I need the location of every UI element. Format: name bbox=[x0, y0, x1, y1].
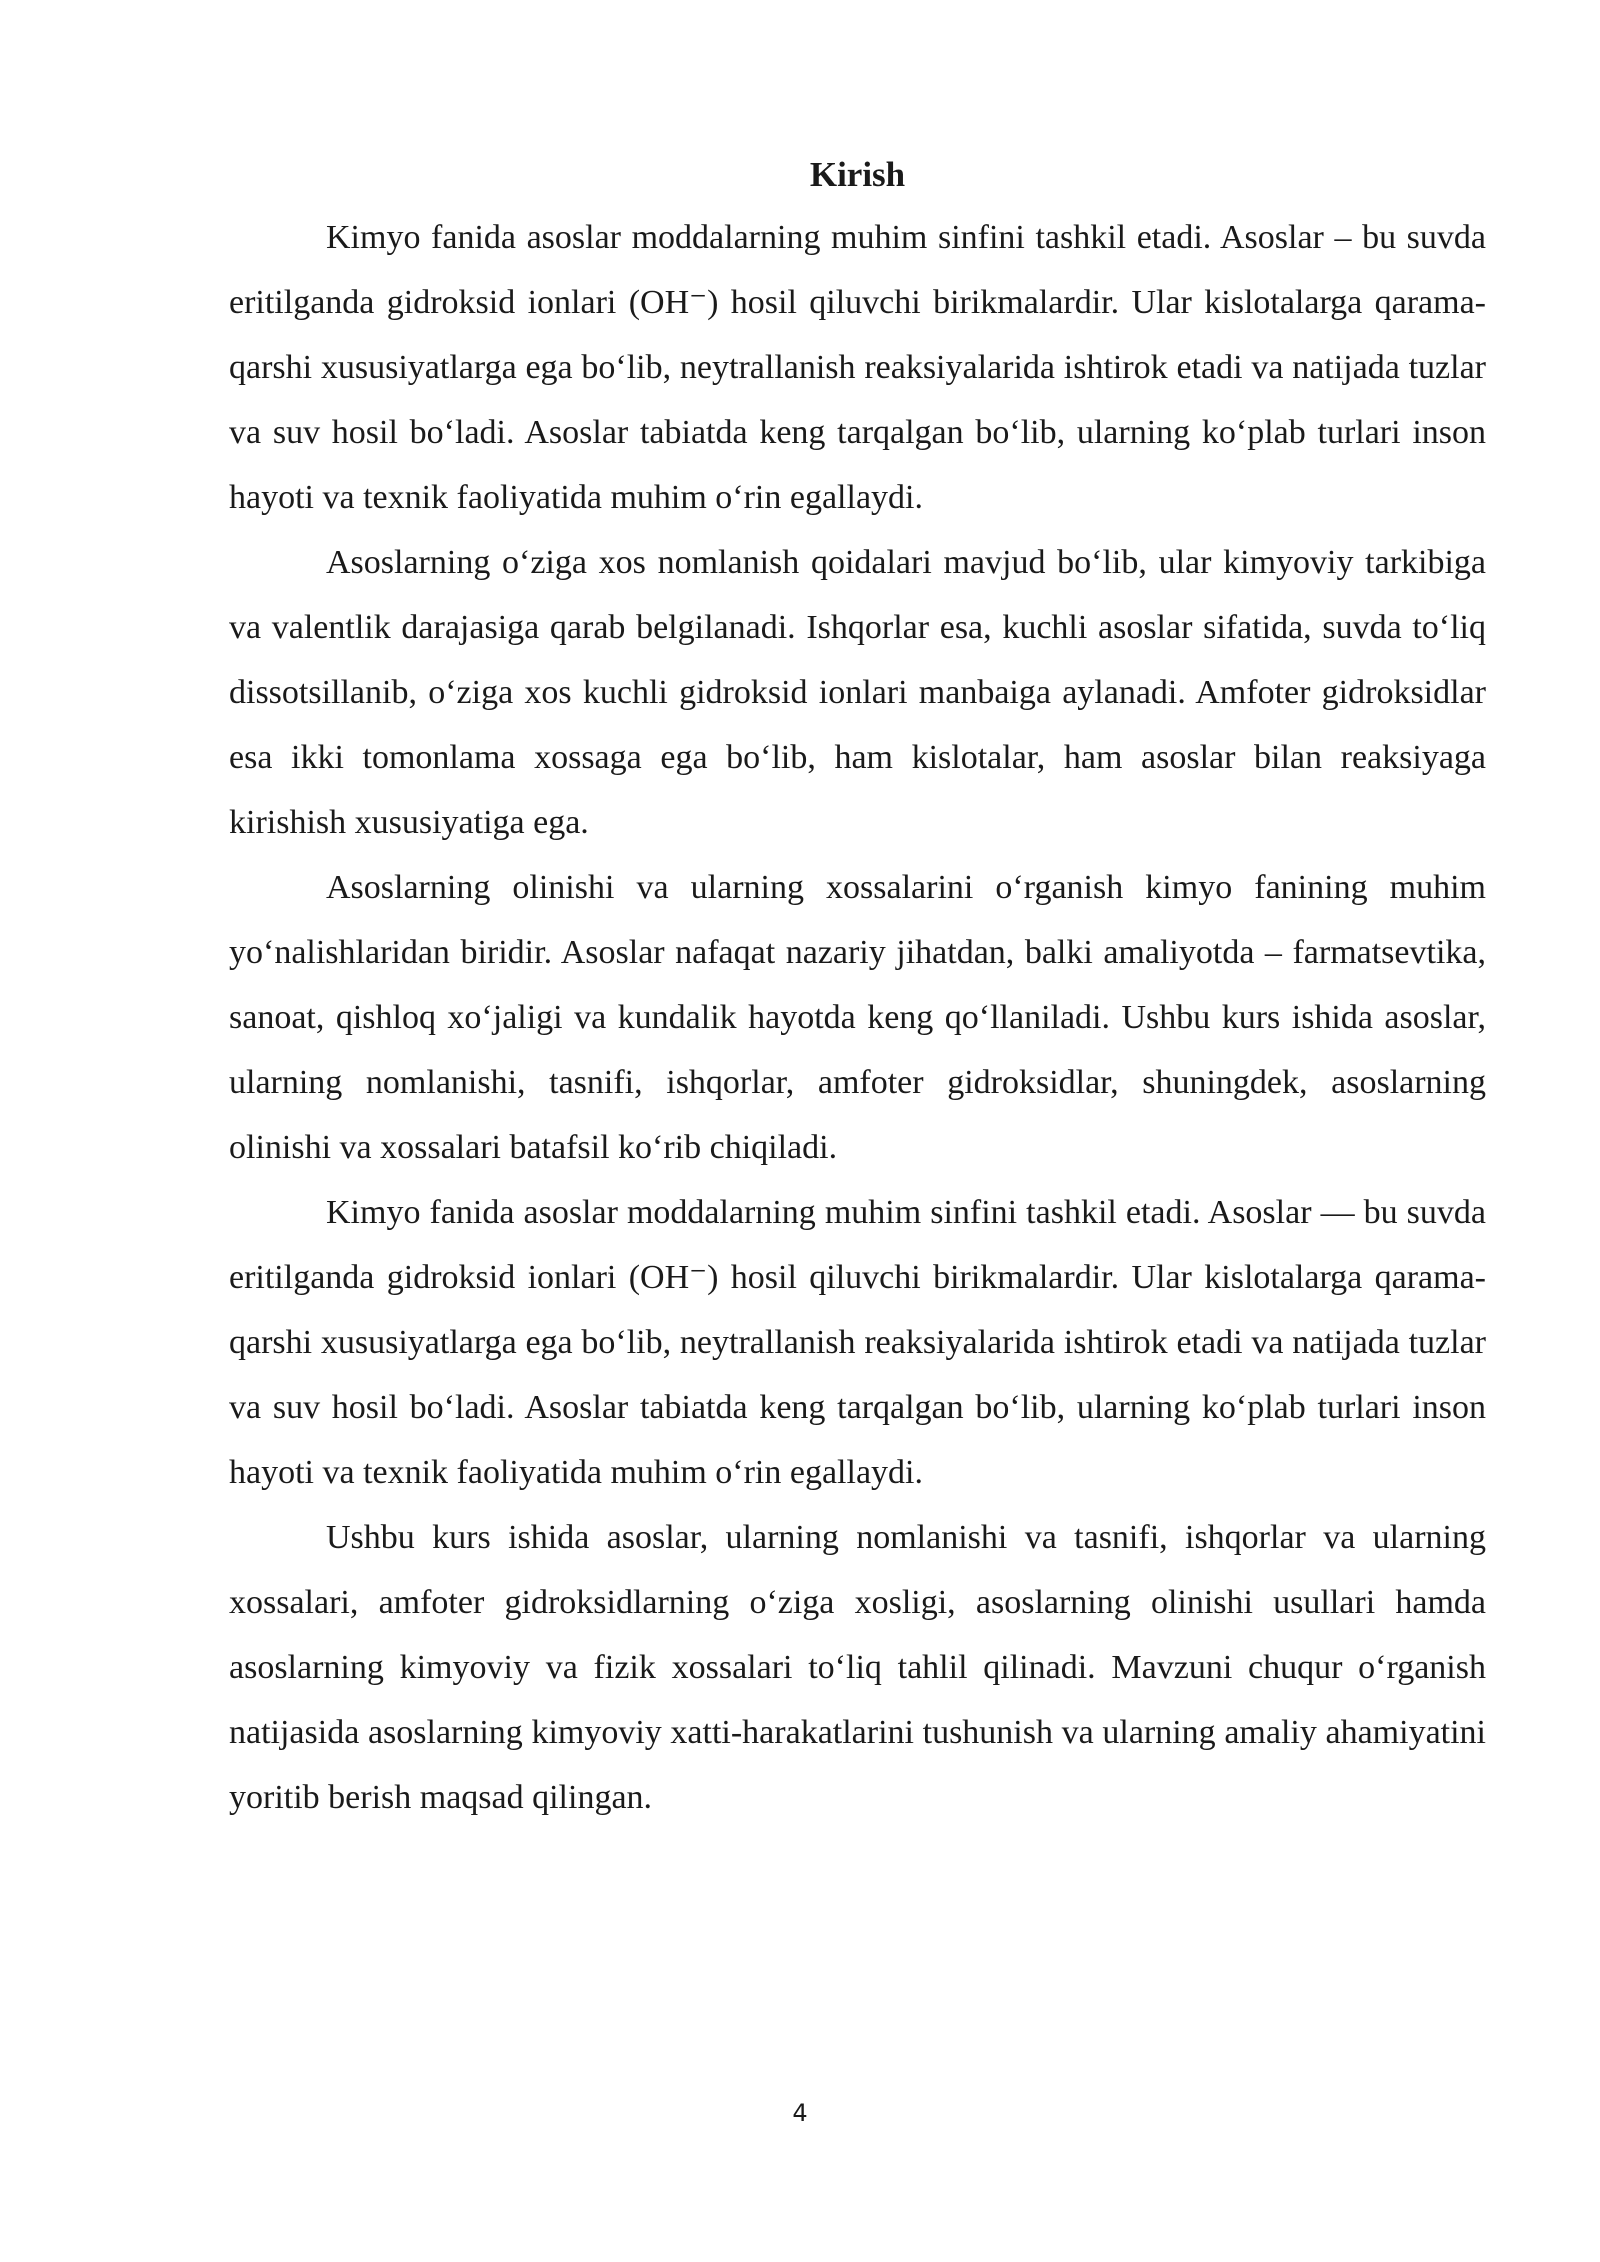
page-content bbox=[229, 145, 1486, 1830]
paragraph-nomenclature: Asoslarning o‘ziga xos nomlanish qoidalari mavjud bo‘lib, ular kimyoviy tarkibiga va valentlik darajasiga qarab belgilanadi. Ishqorlar esa, kuchli asoslar sifatida, suvda to‘liq dissotsillanib, o‘ziga xos kuchli gidroksid ionlari manbaiga aylanadi. Amfoter gidroksidlar esa ikki tomonlama xossaga ega bo‘lib, ham kislotalar, ham asoslar bilan reaksiyaga kirishish xususiyatiga ega. bbox=[229, 544, 1486, 841]
paragraph-intro: Kimyo fanida asoslar moddalarning muhim sinfini tashkil etadi. Asoslar – bu suvda eritilganda gidroksid ionlari (OH⁻) hosil qiluvchi birikmalardir. Ular kislotalarga qarama-qarshi xususiyatlarga ega bo‘lib, neytrallanish reaksiyalarida ishtirok etadi va natijada tuzlar va suv hosil bo‘ladi. Asoslar tabiatda keng tarqalgan bo‘lib, ularning ko‘plab turlari inson hayoti va texnik faoliyatida muhim o‘rin egallaydi. bbox=[229, 219, 1486, 516]
page-number: 4 bbox=[792, 2099, 808, 2127]
page-title: Kirish bbox=[809, 155, 906, 194]
paragraph-course-goal: Ushbu kurs ishida asoslar, ularning nomlanishi va tasnifi, ishqorlar va ularning xossalari, amfoter gidroksidlarning o‘ziga xosligi, asoslarning olinishi usullari hamda asoslarning kimyoviy va fizik xossalari to‘liq tahlil qilinadi. Mavzuni chuqur o‘rganish natijasida asoslarning kimyoviy xatti-harakatlarini tushunish va ularning amaliy ahamiyatini yoritib berish maqsad qilingan. bbox=[229, 1519, 1486, 1816]
paragraph-preparation: Asoslarning olinishi va ularning xossalarini o‘rganish kimyo fanining muhim yo‘nalishlaridan biridir. Asoslar nafaqat nazariy jihatdan, balki amaliyotda – farmatsevtika, sanoat, qishloq xo‘jaligi va kundalik hayotda keng qo‘llaniladi. Ushbu kurs ishida asoslar, ularning nomlanishi, tasnifi, ishqorlar, amfoter gidroksidlar, shuningdek, asoslarning olinishi va xossalari batafsil ko‘rib chiqiladi. bbox=[229, 869, 1486, 1166]
paragraph-intro-repeat: Kimyo fanida asoslar moddalarning muhim sinfini tashkil etadi. Asoslar — bu suvda eritilganda gidroksid ionlari (OH⁻) hosil qiluvchi birikmalardir. Ular kislotalarga qarama-qarshi xususiyatlarga ega bo‘lib, neytrallanish reaksiyalarida ishtirok etadi va natijada tuzlar va suv hosil bo‘ladi. Asoslar tabiatda keng tarqalgan bo‘lib, ularning ko‘plab turlari inson hayoti va texnik faoliyatida muhim o‘rin egallaydi. bbox=[229, 1194, 1486, 1491]
